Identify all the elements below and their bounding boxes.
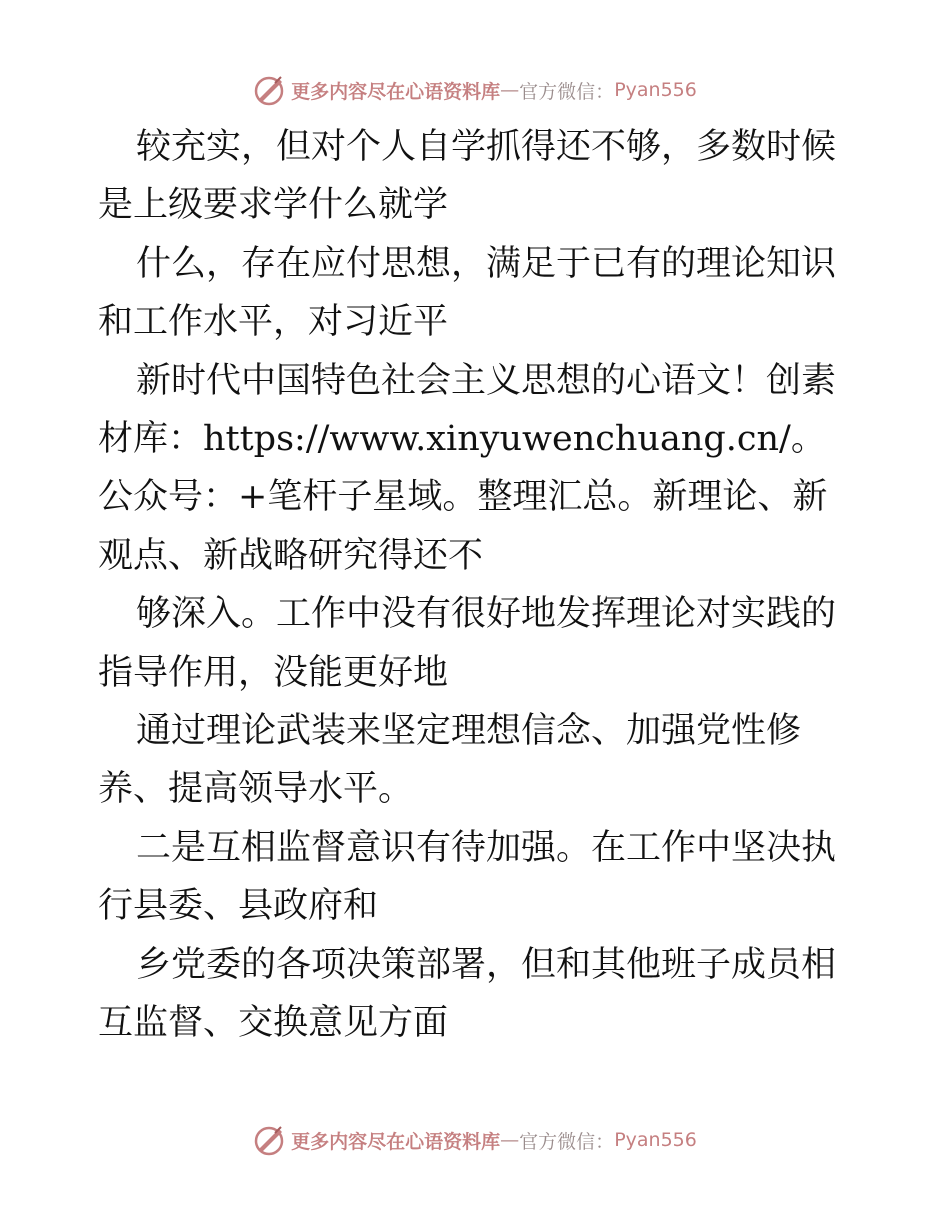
pen-logo-icon bbox=[253, 1123, 287, 1157]
paragraph-5: 通过理论武装来坚定理想信念、加强党性修养、提高领导水平。 bbox=[98, 711, 802, 810]
document-body bbox=[98, 118, 858, 1053]
paragraph-6: 二是互相监督意识有待加强。在工作中坚决执行县委、县政府和 bbox=[98, 827, 837, 927]
paragraph-7: 乡党委的各项决策部署，但和其他班子成员相互监督、交换意见方面 bbox=[98, 944, 837, 1044]
footer-dash: — bbox=[500, 1129, 520, 1151]
paragraph-4: 够深入。工作中没有很好地发挥理论对实践的指导作用，没能更好地 bbox=[98, 594, 837, 693]
page-header-watermark bbox=[0, 70, 950, 110]
footer-wechat-id: Pyan556 bbox=[614, 1129, 697, 1151]
header-wechat-id: Pyan556 bbox=[614, 79, 697, 101]
footer-brand-text: 更多内容尽在心语资料库 bbox=[291, 1130, 501, 1153]
footer-wechat-label: 官方微信： bbox=[519, 1130, 615, 1153]
paragraph-3: 新时代中国特色社会主义思想的心语文！创素材库：https://www.xinyuwenchuang.cn/。公众号：+笔杆子星域。整理汇总。新理论、新观点、新战略研究得还不 bbox=[98, 360, 837, 576]
header-brand-text: 更多内容尽在心语资料库 bbox=[291, 80, 501, 103]
pen-logo-icon bbox=[253, 73, 287, 107]
header-dash: — bbox=[500, 79, 520, 101]
paragraph-2: 什么，存在应付思想，满足于已有的理论知识和工作水平，对习近平 bbox=[98, 243, 837, 343]
paragraph-1: 较充实，但对个人自学抓得还不够，多数时候是上级要求学什么就学 bbox=[98, 127, 837, 226]
page-footer-watermark bbox=[0, 1120, 950, 1160]
header-wechat-label: 官方微信： bbox=[519, 80, 615, 103]
